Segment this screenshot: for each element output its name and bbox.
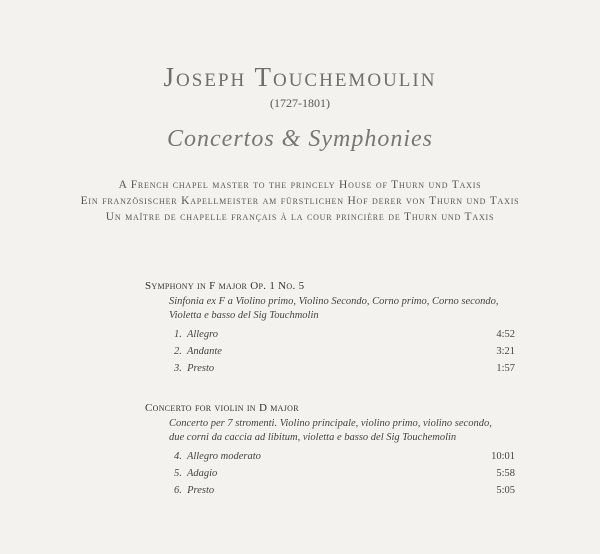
- track-row: [174, 465, 515, 482]
- track-duration: 5:05: [496, 485, 515, 496]
- track-duration: 10:01: [491, 451, 515, 462]
- track-list: [145, 326, 515, 377]
- track-title: 5. Adagio: [174, 468, 218, 479]
- track-duration: 5:58: [496, 468, 515, 479]
- work-title: Concerto for violin in D major: [145, 402, 299, 414]
- track-row: [174, 326, 515, 343]
- track-duration: 3:21: [496, 346, 515, 357]
- work-title: Symphony in F major Op. 1 No. 5: [145, 280, 305, 292]
- track-row: [174, 448, 515, 465]
- work-symphony: [145, 280, 515, 377]
- tagline-german: Ein französischer Kapellmeister am fürstlichen Hof derer von Thurn und Taxis: [80, 195, 520, 207]
- work-concerto: [145, 402, 515, 499]
- description-line: Sinfonia ex F a Violino primo, Violino Secondo, Corno primo, Corno secondo,: [169, 296, 499, 307]
- track-duration: 4:52: [496, 329, 515, 340]
- track-title: 4. Allegro moderato: [174, 451, 261, 462]
- track-title: 2. Andante: [174, 346, 222, 357]
- track-title: 1. Allegro: [174, 329, 219, 340]
- tagline-english: A French chapel master to the princely House of Thurn und Taxis: [118, 179, 482, 191]
- description-line: Violetta e basso del Sig Touchmolin: [169, 310, 319, 321]
- description-line: due corni da caccia ad libitum, violetta e basso del Sig Touchemolin: [169, 432, 457, 443]
- work-description: [169, 417, 515, 445]
- track-list: [145, 448, 515, 499]
- track-row: [174, 343, 515, 360]
- composer-dates: (1727-1801): [270, 96, 330, 110]
- track-row: [174, 482, 515, 499]
- track-title: 6. Presto: [174, 485, 215, 496]
- tagline-french: Un maître de chapelle français à la cour princière de Thurn und Taxis: [105, 211, 495, 223]
- track-duration: 1:57: [496, 363, 515, 374]
- work-description: [169, 295, 515, 323]
- track-title: 3. Presto: [174, 363, 215, 374]
- album-subtitle: Concertos & Symphonies: [167, 126, 433, 152]
- track-row: [174, 360, 515, 377]
- description-line: Concerto per 7 stromenti. Violino principale, violino primo, violino secondo,: [169, 418, 492, 429]
- composer-name: Joseph Touchemoulin: [163, 62, 437, 92]
